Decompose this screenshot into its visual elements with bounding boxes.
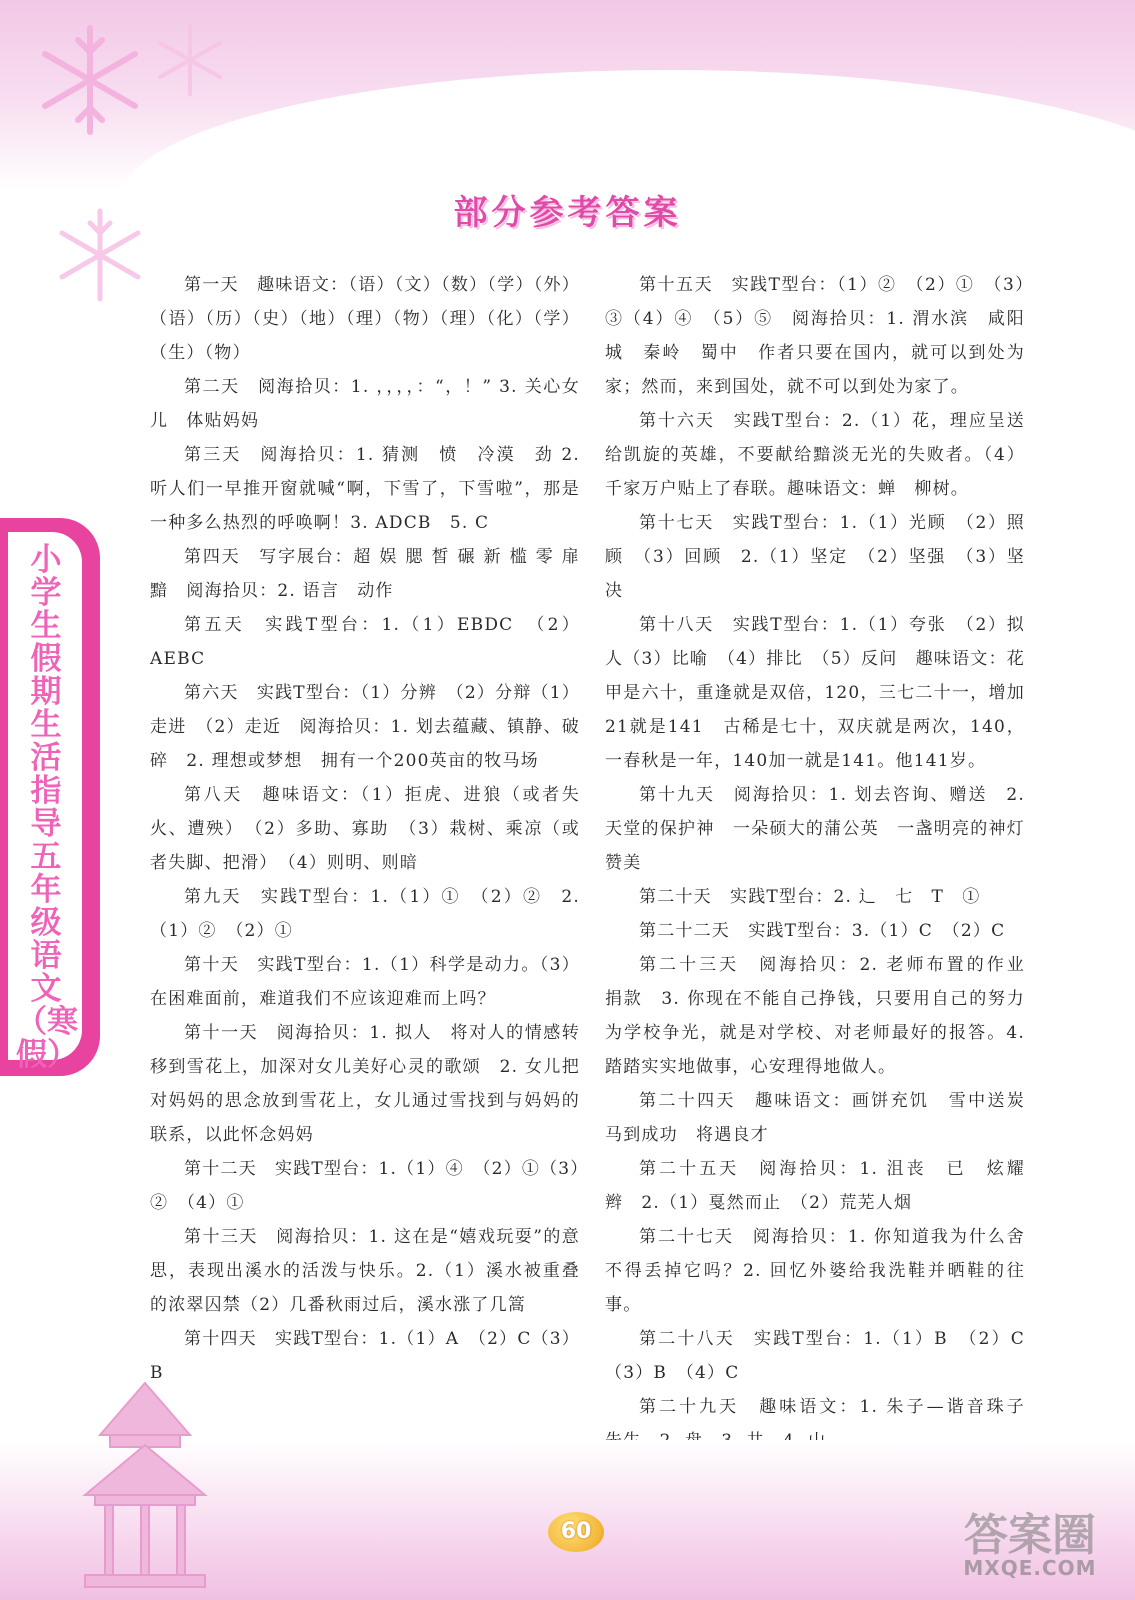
watermark bbox=[945, 1512, 1115, 1580]
answer-day-24: 第二十四天 趣味语文：画饼充饥 雪中送炭 马到成功 将遇良才 bbox=[605, 1091, 1044, 1145]
answer-day-28: 第二十八天 实践T型台：1.（1）B （2）C（3）B （4）C bbox=[605, 1329, 1025, 1383]
answer-day-3: 第三天 阅海拾贝：1. 猜测 愤 冷漠 劲 2. 听人们一早推开窗就喊“啊，下雪了，下雪啦”，那是一种多么热烈的呼唤啊！3. ADCB 5. C bbox=[150, 445, 580, 533]
answer-day-29: 第二十九天 趣味语文：1. 朱子—谐音珠子 bbox=[639, 1397, 1025, 1417]
snowflake-icon bbox=[150, 20, 230, 100]
answer-day-2: 第二天 阅海拾贝：1. ，，，，：“，！” 3. 关心女儿 体贴妈妈 bbox=[150, 377, 580, 431]
answer-day-25: 第二十五天 阅海拾贝：1. 沮丧 已 炫耀 辫 2.（1）戛然而止 （2）荒芜人烟 bbox=[605, 1159, 1044, 1213]
side-tab bbox=[0, 518, 100, 1076]
snowflake-icon bbox=[30, 20, 150, 140]
answer-day-1: 第一天 趣味语文：（语）（文）（数）（学）（外）（语）（历）（史）（地）（理）（物）（理）（化）（学）（生）（物） bbox=[150, 275, 580, 363]
watermark-url: MXQE.COM bbox=[963, 1556, 1097, 1580]
answer-day-10: 第十天 实践T型台：1.（1）科学是动力。（3）在困难面前，难道我们不应该迎难而上吗？ bbox=[150, 955, 580, 1009]
answer-day-13: 第十三天 阅海拾贝：1. 这在是“嬉戏玩耍”的意思，表现出溪水的活泼与快乐。2.（1）溪水被重叠的浓翠囚禁（2）几番秋雨过后，溪水涨了几篙 bbox=[150, 1227, 580, 1315]
answer-day-8: 第八天 趣味语文：（1）拒虎、进狼（或者失火、遭殃） （2）多助、寡助 （3）栽树、乘凉（或者失脚、把滑） （4）则明、则暗 bbox=[150, 785, 580, 873]
answer-day-15: 第十五天 实践T型台：（1）② （2）① （3）③（4）④ （5）⑤ 阅海拾贝：1. 渭水滨 咸阳城 秦岭 蜀中 作者只要在国内，就可以到处为家；然而，来到国处，就不可以到处为家了。 bbox=[605, 275, 1025, 397]
answer-column-right bbox=[605, 268, 1044, 1458]
answer-day-9: 第九天 实践T型台：1.（1）① （2）② 2.（1）② （2）① bbox=[150, 887, 580, 941]
answer-day-20: 第二十天 实践T型台：2. 辶 七 T ① bbox=[639, 887, 981, 907]
answer-day-6: 第六天 实践T型台：（1）分辨 （2）分辩（1）走进 （2）走近 阅海拾贝：1. 划去蕴藏、镇静、破碎 2. 理想或梦想 拥有一个200英亩的牧马场 bbox=[150, 683, 580, 771]
answer-day-27: 第二十七天 阅海拾贝：1. 你知道我为什么舍不得丢掉它吗？2. 回忆外婆给我洗鞋并晒鞋的往事。 bbox=[605, 1227, 1025, 1315]
answer-day-17: 第十七天 实践T型台：1.（1）光顾 （2）照顾 （3）回顾 2.（1）坚定 （2）坚强 （3）坚决 bbox=[605, 513, 1025, 601]
answer-day-16: 第十六天 实践T型台：2.（1）花，理应呈送给凯旋的英雄，不要献给黯淡无光的失败者。（4）千家万户贴上了春联。趣味语文：蝉 柳树。 bbox=[605, 411, 1025, 499]
answer-day-18: 第十八天 实践T型台：1.（1）夸张 （2）拟人（3）比喻 （4）排比 （5）反问 趣味语文：花甲是六十，重逢就是双倍，120，三七二十一，增加21就是141 古稀是七十，双庆就是两次，140，一春秋是一年，140加一就是141。他141岁。 bbox=[605, 615, 1025, 771]
answer-day-23: 第二十三天 阅海拾贝：2. 老师布置的作业 捐款 3. 你现在不能自己挣钱，只要用自己的努力为学校争光，就是对学校、对老师最好的报答。4. 踏踏实实地做事，心安理得地做人。 bbox=[605, 955, 1044, 1077]
answer-day-5: 第五天 实践T型台：1.（1）EBDC （2）AEBC bbox=[150, 615, 580, 669]
page-number: 60 bbox=[548, 1512, 604, 1552]
answer-day-14: 第十四天 实践T型台：1.（1）A （2）C（3）B bbox=[150, 1329, 580, 1383]
pavilion-icon bbox=[60, 1375, 230, 1600]
answer-column-left bbox=[150, 268, 580, 1390]
page-title: 部分参考答案 bbox=[453, 193, 682, 233]
watermark-logo-text: 答案圈 bbox=[964, 1510, 1096, 1561]
answer-day-4: 第四天 写字展台：超 娱 腮 皙 碾 新 槛 零 扉 黯 阅海拾贝：2. 语言 动作 bbox=[150, 547, 580, 601]
side-tab-label: 小学生假期生活指导五年级语文（寒假） bbox=[16, 542, 78, 1073]
answer-day-12: 第十二天 实践T型台：1.（1）④ （2）①（3）② （4）① bbox=[150, 1159, 581, 1213]
answer-day-19: 第十九天 阅海拾贝：1. 划去咨询、赠送 2. 天堂的保护神 一朵硕大的蒲公英 一盏明亮的神灯 赞美 bbox=[605, 785, 1044, 873]
answer-day-22: 第二十二天 实践T型台：3.（1）C （2）C bbox=[639, 921, 1006, 941]
answer-day-11: 第十一天 阅海拾贝：1. 拟人 将对人的情感转移到雪花上，加深对女儿美好心灵的歌颂 2. 女儿把对妈妈的思念放到雪花上，女儿通过雪找到与妈妈的联系，以此怀念妈妈 bbox=[150, 1023, 580, 1145]
